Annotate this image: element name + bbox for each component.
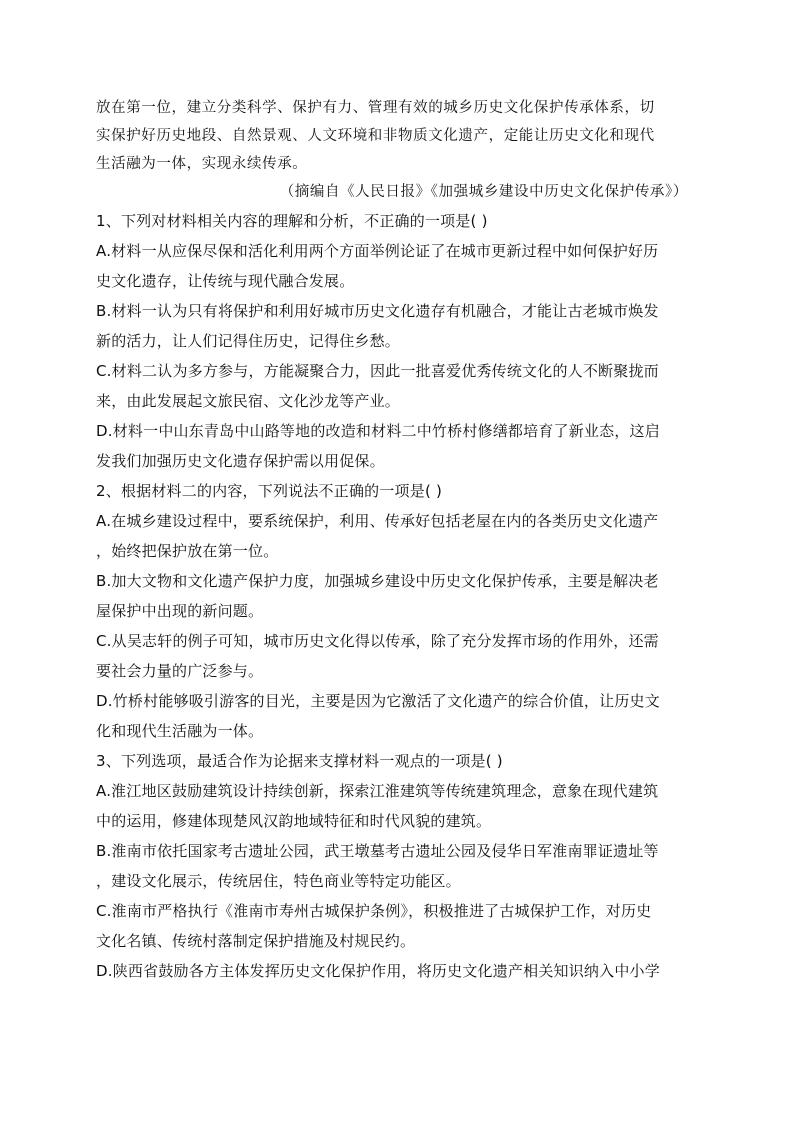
question-3 bbox=[96, 746, 688, 986]
option-d-line: D.材料一中山东青岛中山路等地的改造和材料二中竹桥村修缮都培育了新业态，这启 bbox=[96, 422, 660, 440]
option-d-line: D.陕西省鼓励各方主体发挥历史文化保护作用，将历史文化遗产相关知识纳入中小学 bbox=[96, 962, 660, 980]
option-a-line: A.在城乡建设过程中，要系统保护，利用、传承好包括老屋在内的各类历史文化遗产 bbox=[96, 512, 659, 530]
option-c-line: C.材料二认为多方参与，方能凝聚合力，因此一批喜爱优秀传统文化的人不断聚拢而 bbox=[96, 362, 659, 380]
question-1 bbox=[96, 206, 688, 476]
option-a-line: A.淮江地区鼓励建筑设计持续创新，探索江淮建筑等传统建筑理念，意象在现代建筑 bbox=[96, 782, 659, 800]
question-stem: 3、下列选项，最适合作为论据来支撑材料一观点的一项是( ) bbox=[96, 752, 503, 770]
question-stem: 1、下列对材料相关内容的理解和分析，不正确的一项是( ) bbox=[96, 212, 488, 230]
option-b-line: B.材料一认为只有将保护和利用好城市历史文化遗存有机融合，才能让古老城市焕发 bbox=[96, 302, 659, 320]
option-c-line: C.淮南市严格执行《淮南市寿州古城保护条例》，积极推进了古城保护工作，对历史 bbox=[96, 902, 652, 920]
option-d-line: 化和现代生活融为一体。 bbox=[96, 722, 264, 740]
option-d-line: D.竹桥村能够吸引游客的目光，主要是因为它激活了文化遗产的综合价值，让历史文 bbox=[96, 692, 660, 710]
option-a-line: ，始终把保护放在第一位。 bbox=[96, 542, 279, 560]
option-c-line: 要社会力量的广泛参与。 bbox=[96, 662, 264, 680]
option-c-line: 文化名镇、传统村落制定保护措施及村规民约。 bbox=[96, 932, 416, 950]
questions-section bbox=[96, 206, 688, 986]
option-c-line: 来，由此发展起文旅民宿、文化沙龙等产业。 bbox=[96, 392, 401, 410]
page-content bbox=[96, 94, 688, 986]
text-line: 实保护好历史地段、自然景观、人文环境和非物质文化遗产，定能让历史文化和现代 bbox=[96, 128, 655, 144]
option-a-line: 史文化遗存，让传统与现代融合发展。 bbox=[96, 272, 355, 290]
option-a-line: 中的运用，修建体现楚风汉韵地域特征和时代风貌的建筑。 bbox=[96, 812, 492, 830]
option-b-line: ，建设文化展示，传统居住，特色商业等特定功能区。 bbox=[96, 872, 461, 890]
source-citation: （摘编自《人民日报》《加强城乡建设中历史文化保护传承》） bbox=[279, 184, 688, 200]
question-2 bbox=[96, 476, 688, 746]
text-line: 生活融为一体，实现永续传承。 bbox=[96, 156, 308, 172]
material-tail-paragraph bbox=[96, 94, 688, 206]
option-b-line: 屋保护中出现的新问题。 bbox=[96, 602, 264, 620]
option-c-line: C.从吴志轩的例子可知，城市历史文化得以传承，除了充分发挥市场的作用外，还需 bbox=[96, 632, 659, 650]
option-b-line: B.淮南市依托国家考古遗址公园，武王墩墓考古遗址公园及侵华日军淮南罪证遗址等 bbox=[96, 842, 659, 860]
option-b-line: B.加大文物和文化遗产保护力度，加强城乡建设中历史文化保护传承，主要是解决老 bbox=[96, 572, 659, 590]
option-b-line: 新的活力，让人们记得住历史，记得住乡愁。 bbox=[96, 332, 401, 350]
option-a-line: A.材料一从应保尽保和活化利用两个方面举例论证了在城市更新过程中如何保护好历 bbox=[96, 242, 659, 260]
option-d-line: 发我们加强历史文化遗存保护需以用促保。 bbox=[96, 452, 385, 470]
text-line: 放在第一位，建立分类科学、保护有力、管理有效的城乡历史文化保护传承体系，切 bbox=[96, 100, 655, 116]
question-stem: 2、根据材料二的内容，下列说法不正确的一项是( ) bbox=[96, 482, 443, 500]
